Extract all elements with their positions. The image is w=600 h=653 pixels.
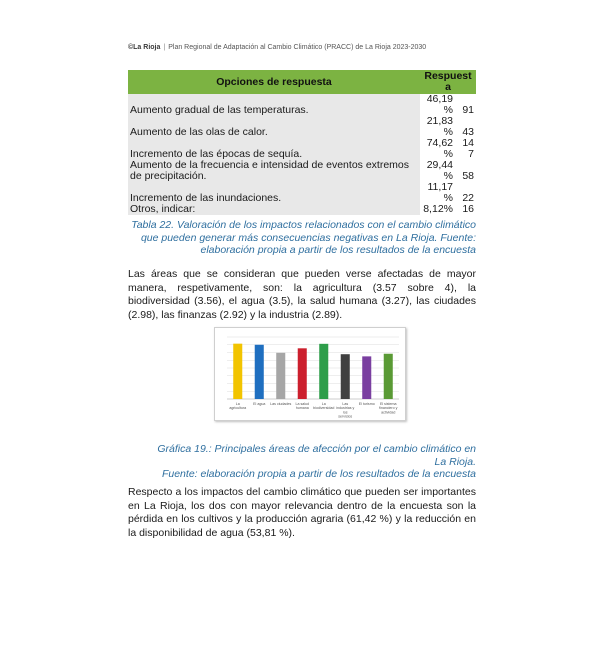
category-label-7: El sistema financiero y actividad	[379, 402, 398, 415]
table-row	[128, 105, 476, 116]
table-row	[128, 160, 476, 171]
column-header-options: Opciones de respuesta	[128, 70, 420, 94]
percent-top: 11,17	[427, 181, 453, 193]
table-row	[128, 204, 476, 215]
percent-value: 8,12%	[423, 203, 453, 215]
percent-sign: %	[443, 192, 453, 204]
paragraph-impacts: Respecto a los impactos del cambio climático que pueden ser importantes en La Rioja, los dos con mayor relevancia dentro de la encuesta son la pérdida en los cultivos y la producción agraria (61,42 %) y la reducción en la disponibilidad de agua (53,81 %).	[128, 486, 476, 539]
column-header-response	[420, 70, 476, 94]
option-label: Aumento de la frecuencia e intensidad de eventos extremos de precipitación.	[128, 160, 420, 182]
option-label: Aumento gradual de las temperaturas.	[128, 105, 420, 116]
bar-4	[319, 344, 328, 399]
percent-sign: %	[443, 170, 453, 182]
table-caption: Tabla 22. Valoración de los impactos relacionados con el cambio climático que pueden generar más consecuencias negativas en La Rioja. Fuente: elaboración propia a partir de los resultados de la encuesta	[131, 219, 476, 256]
category-label-4: La biodiversidad	[313, 402, 335, 411]
category-label-2: Las ciudades	[270, 402, 292, 406]
response-count: 7	[468, 148, 474, 160]
response-count: 91	[462, 104, 474, 116]
option-label: Incremento de las épocas de sequía.	[128, 149, 420, 160]
response-count-top: 14	[462, 137, 474, 149]
percent-top: 29,44	[426, 159, 453, 171]
bar-2	[276, 353, 285, 399]
response-count: 16	[462, 203, 474, 215]
table-row	[128, 127, 476, 138]
page-header	[128, 44, 426, 51]
percent-top: 21,83	[426, 115, 453, 127]
category-label-0: La agricultura	[229, 402, 247, 411]
response-count: 22	[462, 192, 474, 204]
option-label: Otros, indicar:	[128, 204, 420, 215]
percent-sign: %	[443, 126, 453, 138]
la-rioja-logo: ©La Rioja	[128, 44, 161, 51]
option-label: Incremento de las inundaciones.	[128, 193, 420, 204]
response-count: 43	[462, 126, 474, 138]
header-separator: |	[163, 44, 166, 51]
bar-3	[298, 348, 307, 399]
percent-top: 74,62	[426, 137, 453, 149]
chart-caption	[150, 443, 476, 481]
chart-caption-title: Gráfica 19.: Principales áreas de afección por el cambio climático en La Rioja.	[157, 443, 476, 468]
bar-0	[233, 344, 242, 399]
bar-5	[341, 354, 350, 399]
response-count: 58	[462, 170, 474, 182]
column-header-response-line2: a	[445, 81, 451, 93]
percent-top: 46,19	[426, 93, 453, 105]
bar-6	[362, 356, 371, 399]
paragraph-areas: Las áreas que se consideran que pueden verse afectadas de mayor manera, respetivamente, son: la agricultura (3.57 sobre 4), la biodiversidad (3.56), el agua (3.5), la salud humana (3.27), las ciudades (2.98), las finanzas (2.92) y la industria (2.89).	[128, 268, 476, 321]
bar-7	[384, 354, 393, 399]
option-label: Aumento de las olas de calor.	[128, 127, 420, 138]
category-label-6: El turismo	[358, 402, 375, 406]
column-header-response-line1: Respuest	[424, 70, 472, 82]
plan-title: Plan Regional de Adaptación al Cambio Climático (PRACC) de La Rioja 2023-2030	[168, 44, 427, 51]
percent-sign: %	[443, 148, 453, 160]
chart-frame	[214, 327, 406, 421]
percent-sign: %	[443, 104, 453, 116]
bar-chart	[215, 328, 405, 420]
chart-caption-source: Fuente: elaboración propia a partir de los resultados de la encuesta	[161, 468, 476, 480]
category-label-3: La salud humana	[295, 402, 310, 411]
bar-1	[255, 345, 264, 399]
table-header-row	[128, 70, 476, 94]
category-label-5: Las industrias y los servicios	[336, 402, 355, 419]
responses-table	[128, 70, 476, 215]
category-label-1: El agua	[253, 402, 266, 406]
